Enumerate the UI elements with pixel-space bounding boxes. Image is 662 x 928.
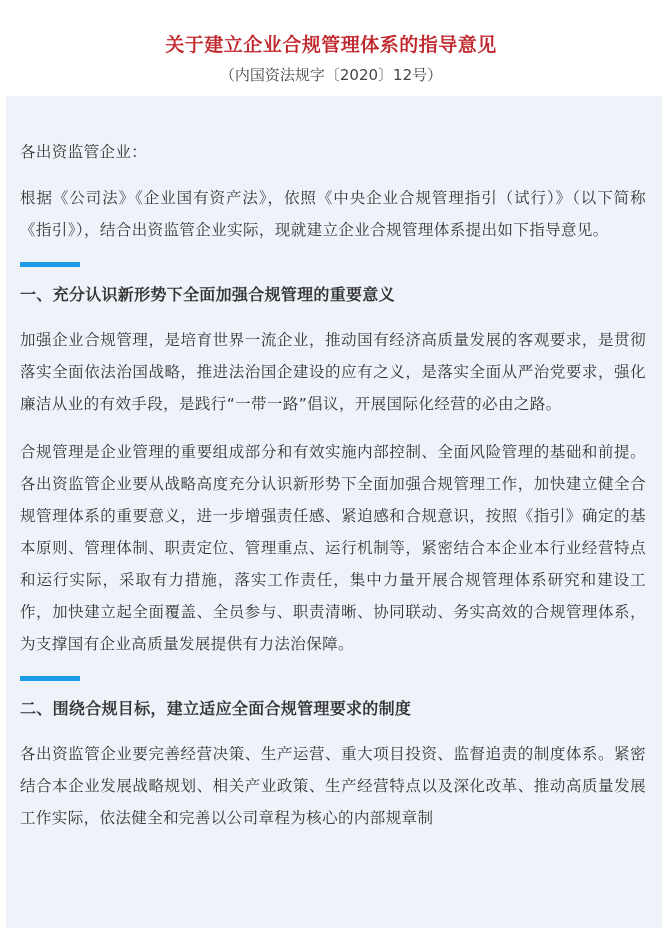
section-heading: 一、充分认识新形势下全面加强合规管理的重要意义 — [20, 285, 395, 304]
section-heading: 二、围绕合规目标，建立适应全面合规管理要求的制度 — [20, 699, 412, 718]
section-divider-bar — [20, 676, 80, 681]
section-1 — [20, 262, 646, 660]
intro-paragraph: 根据《公司法》《企业国有资产法》，依照《中央企业合规管理指引（试行）》（以下简称《指引》），结合出资监管企业实际，现就建立企业合规管理体系提出如下指导意见。 — [20, 189, 646, 239]
document-header — [0, 0, 662, 96]
salutation: 各出资监管企业： — [20, 143, 148, 161]
section-paragraph: 合规管理是企业管理的重要组成部分和有效实施内部控制、全面风险管理的基础和前提。各出资监管企业要从战略高度充分认识新形势下全面加强合规管理工作，加快建立健全合规管理体系的重要意义，进一步增强责任感、紧迫感和合规意识，按照《指引》确定的基本原则、管理体制、职责定位、管理重点、运行机制等，紧密结合本企业本行业经营特点和运行实际，采取有力措施，落实工作责任，集中力量开展合规管理体系研究和建设工作，加快建立起全面覆盖、全员参与、职责清晰、协同联动、务实高效的合规管理体系，为支撑国有企业高质量发展提供有力法治保障。 — [20, 443, 646, 653]
document-body — [6, 96, 662, 928]
section-paragraph: 加强企业合规管理，是培育世界一流企业，推动国有经济高质量发展的客观要求，是贯彻落实全面依法治国战略，推进法治国企建设的应有之义，是落实全面从严治党要求，强化廉洁从业的有效手段，是践行“一带一路”倡议，开展国际化经营的必由之路。 — [20, 331, 646, 413]
section-2 — [20, 676, 646, 834]
document-title: 关于建立企业合规管理体系的指导意见 — [165, 34, 497, 56]
section-divider-bar — [20, 262, 80, 267]
document-number: （内国资法规字〔2020〕12号） — [219, 66, 443, 84]
section-paragraph: 各出资监管企业要完善经营决策、生产运营、重大项目投资、监督追责的制度体系。紧密结合本企业发展战略规划、相关产业政策、生产经营特点以及深化改革、推动高质量发展工作实际，依法健全和完善以公司章程为核心的内部规章制 — [20, 745, 646, 827]
